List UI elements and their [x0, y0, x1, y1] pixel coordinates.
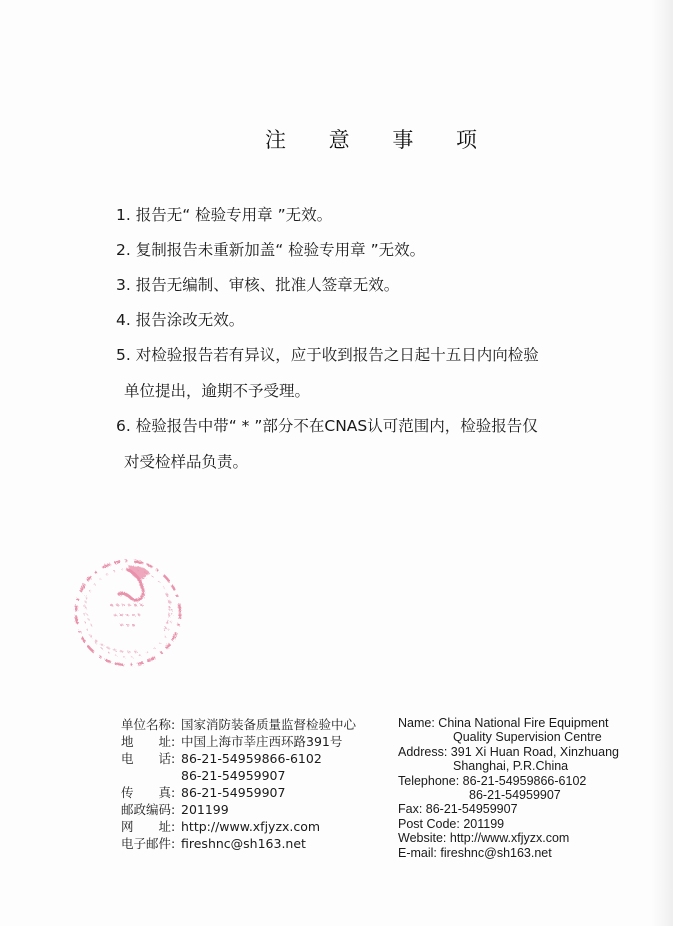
- notice-line: 5. 对检验报告若有异议，应于收到报告之日起十五日内向检验: [116, 346, 539, 364]
- contact-info-chinese: [121, 716, 356, 852]
- contact-row-address: [121, 733, 356, 750]
- contact-value: 86-21-54959907: [181, 785, 286, 800]
- contact-name-continued: Quality Supervision Centre: [453, 730, 602, 745]
- notice-item-4: [116, 309, 636, 331]
- contact-value: 86-21-54959866-6102: [181, 751, 322, 766]
- faded-seal-stamp: [70, 555, 186, 671]
- contact-telephone: Telephone: 86-21-54959866-6102: [398, 773, 587, 788]
- contact-row-fax: [121, 784, 356, 801]
- contact-label: 传 真:: [121, 785, 176, 800]
- contact-value: 中国上海市莘庄西环路391号: [181, 734, 343, 749]
- contact-row-phone-2: [121, 767, 356, 784]
- notice-line: 4. 报告涂改无效。: [116, 311, 245, 329]
- contact-postcode: Post Code: 201199: [398, 816, 505, 831]
- contact-label: 邮政编码:: [121, 802, 176, 817]
- contact-value: 201199: [181, 802, 229, 817]
- notice-line: 1. 报告无“ 检验专用章 ”无效。: [116, 206, 333, 224]
- contact-label: 电 话:: [121, 751, 176, 766]
- notice-item-6: [116, 415, 636, 473]
- notice-item-2: [116, 239, 636, 261]
- notice-line: 6. 检验报告中带“ * ”部分不在CNAS认可范围内，检验报告仅: [116, 417, 538, 435]
- notice-item-3: [116, 274, 636, 296]
- contact-row-website: [121, 818, 356, 835]
- contact-value: 国家消防装备质量监督检验中心: [181, 717, 357, 732]
- contact-email: E-mail: fireshnc@sh163.net: [398, 845, 552, 860]
- contact-address-continued: Shanghai, P.R.China: [453, 759, 569, 774]
- contact-label: 地 址:: [121, 734, 176, 749]
- page-title: 注 意 事 项: [264, 128, 496, 152]
- contact-telephone-continued: 86-21-54959907: [469, 788, 561, 803]
- contact-row-unit: [121, 716, 356, 733]
- notice-item-1: [116, 204, 636, 226]
- contact-value: fireshnc@sh163.net: [181, 836, 306, 851]
- contact-info-english: [398, 716, 619, 860]
- contact-website: Website: http://www.xfjyzx.com: [398, 831, 570, 846]
- contact-label: 电子邮件:: [121, 836, 176, 851]
- contact-value: 86-21-54959907: [181, 768, 286, 783]
- contact-row-postcode: [121, 801, 356, 818]
- contact-address: Address: 391 Xi Huan Road, Xinzhuang: [398, 744, 619, 759]
- notice-list: [116, 204, 636, 486]
- contact-label: [121, 767, 181, 784]
- contact-label: 单位名称:: [121, 717, 176, 732]
- contact-value: http://www.xfjyzx.com: [181, 819, 321, 834]
- notice-item-5: [116, 344, 636, 402]
- notice-line: 2. 复制报告未重新加盖“ 检验专用章 ”无效。: [116, 241, 426, 259]
- contact-fax: Fax: 86-21-54959907: [398, 802, 518, 817]
- contact-name: Name: China National Fire Equipment: [398, 716, 609, 730]
- contact-row-email: [121, 835, 356, 852]
- contact-row-phone: [121, 750, 356, 767]
- notice-line: 3. 报告无编制、审核、批准人签章无效。: [116, 276, 400, 294]
- contact-label: 网 址:: [121, 819, 176, 834]
- notice-line-continued: 对受检样品负责。: [124, 453, 249, 471]
- notice-line-continued: 单位提出，逾期不予受理。: [124, 382, 311, 400]
